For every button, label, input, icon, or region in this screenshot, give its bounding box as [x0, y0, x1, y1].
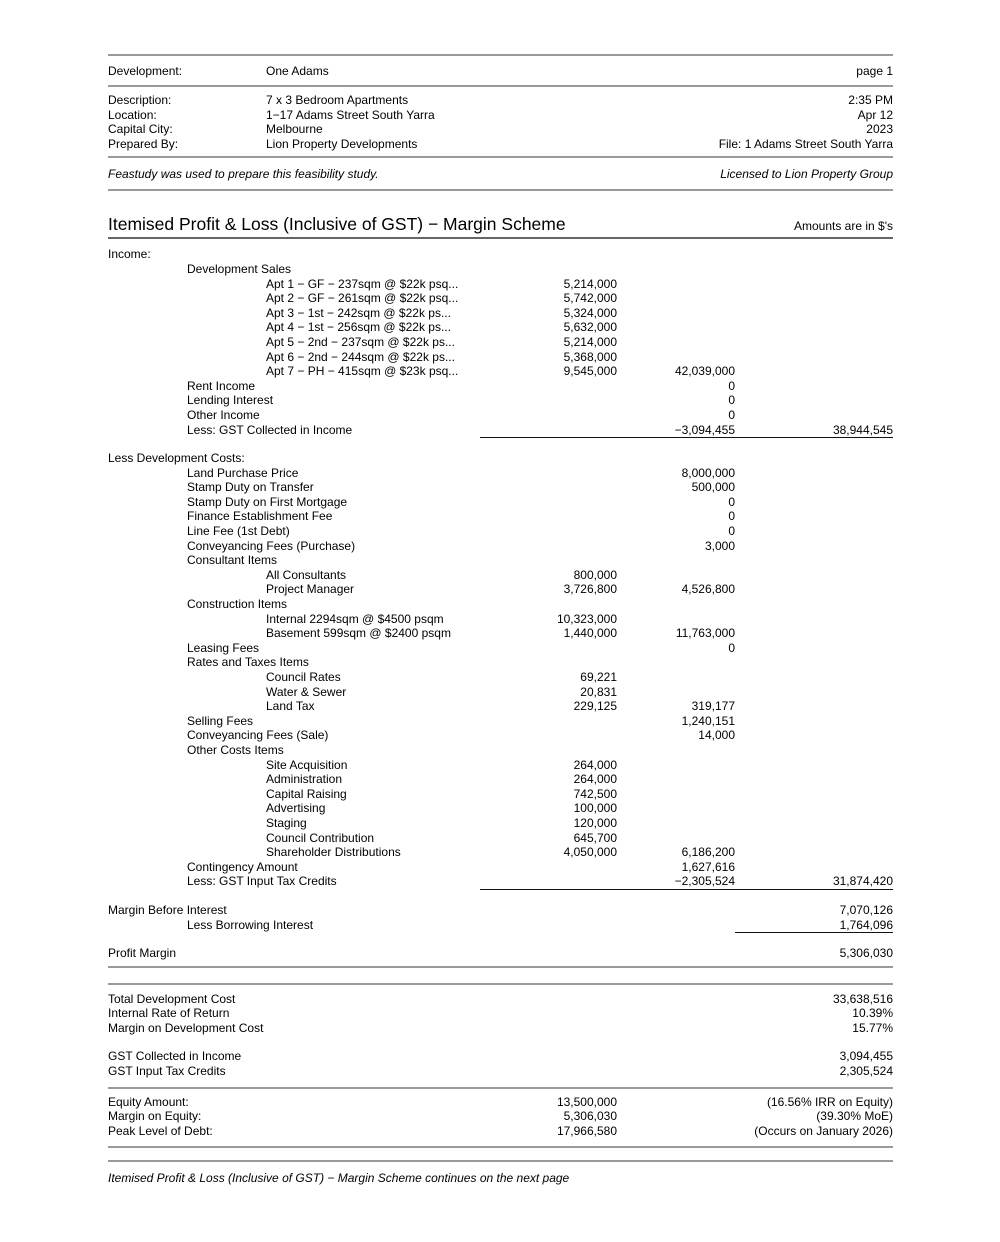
report-row: [108, 831, 893, 846]
row-value-c1: 264,000: [573, 772, 617, 787]
row-label: Margin Before Interest: [108, 902, 227, 917]
row-label: Basement 599sqm @ $2400 psqm: [266, 626, 451, 641]
row-label: Less: GST Collected in Income: [187, 422, 353, 437]
report-row: [108, 743, 893, 758]
row-label: Margin on Equity:: [108, 1109, 202, 1124]
info-value: 7 x 3 Bedroom Apartments: [266, 93, 409, 107]
report-row: [108, 946, 893, 961]
row-label: Less Development Costs:: [108, 451, 245, 466]
report-body: [108, 247, 893, 1163]
report-row: [108, 1124, 893, 1139]
row-value-c1: 17,966,580: [556, 1123, 617, 1138]
header-info-row: [108, 122, 893, 137]
row-label: Apt 6 − 2nd − 244sqm @ $22k ps...: [266, 349, 455, 364]
row-value-c1: 5,368,000: [563, 349, 617, 364]
report-row: [108, 597, 893, 612]
subtotal-underline: [480, 889, 893, 890]
row-value-c2: 0: [728, 524, 735, 539]
report-row: [108, 699, 893, 714]
row-value-c1: 13,500,000: [556, 1094, 617, 1109]
row-label: Less: GST Input Tax Credits: [187, 874, 337, 889]
row-value-c2: 42,039,000: [674, 364, 735, 379]
report-row: [108, 364, 893, 379]
info-label: Location:: [108, 107, 157, 122]
report-row: [108, 1064, 893, 1079]
row-label: All Consultants: [266, 567, 347, 582]
header-info-row: [108, 108, 893, 123]
row-value-c3: 3,094,455: [839, 1049, 893, 1064]
row-label: Stamp Duty on Transfer: [187, 480, 314, 495]
report-row: [108, 845, 893, 860]
row-label: Apt 1 − GF − 237sqm @ $22k psq...: [266, 276, 459, 291]
row-label: Profit Margin: [108, 946, 177, 961]
row-value-c2: −3,094,455: [674, 422, 735, 437]
row-value-c2: 1,627,616: [681, 859, 735, 874]
spacer: [108, 1148, 893, 1160]
row-value-c1: 3,726,800: [563, 582, 617, 597]
report-row: [108, 641, 893, 656]
row-label: Consultant Items: [187, 553, 278, 568]
row-value-c1: 1,440,000: [563, 626, 617, 641]
row-label: Leasing Fees: [187, 640, 260, 655]
row-label: GST Input Tax Credits: [108, 1064, 226, 1079]
row-value-c2: 0: [728, 378, 735, 393]
report-row: [108, 247, 893, 262]
report-row: [108, 320, 893, 335]
report-row: [108, 568, 893, 583]
row-label: Staging: [266, 815, 307, 830]
row-value-c3: 7,070,126: [839, 902, 893, 917]
feastudy-note: Feastudy was used to prepare this feasibility study.: [108, 167, 379, 182]
row-value-c1: 69,221: [580, 670, 617, 684]
spacer: [108, 1035, 893, 1049]
spacer: [108, 1079, 893, 1087]
report-row: [108, 495, 893, 510]
report-row: [108, 860, 893, 875]
row-label: Peak Level of Debt:: [108, 1123, 213, 1138]
report-content: [108, 0, 893, 1186]
row-value-c3: 31,874,420: [832, 874, 893, 889]
report-row: [108, 772, 893, 787]
report-row: [108, 408, 893, 423]
row-label: Water & Sewer: [266, 684, 347, 699]
row-label: Advertising: [266, 801, 326, 816]
row-label: Rent Income: [187, 378, 256, 393]
report-row: [108, 816, 893, 831]
row-value-c3: (39.30% MoE): [816, 1109, 893, 1124]
row-value-c2: 319,177: [691, 699, 735, 714]
row-value-c1: 229,125: [573, 699, 617, 714]
row-value-c1: 120,000: [573, 815, 617, 830]
row-label: Total Development Cost: [108, 991, 236, 1006]
page-number: page 1: [856, 64, 893, 78]
report-row: [108, 655, 893, 670]
report-row: [108, 787, 893, 802]
row-value-c2: 0: [728, 640, 735, 655]
row-label: Other Costs Items: [187, 742, 284, 757]
row-label: Conveyancing Fees (Sale): [187, 728, 329, 743]
row-value-c3: 2,305,524: [839, 1064, 893, 1079]
row-value-c1: 100,000: [573, 801, 617, 816]
spacer: [108, 437, 893, 451]
report-row: [108, 423, 893, 438]
report-row: [108, 335, 893, 350]
row-label: Internal Rate of Return: [108, 1006, 230, 1021]
report-row: [108, 874, 893, 889]
info-value: Melbourne: [266, 122, 323, 137]
spacer: [108, 932, 893, 946]
spacer: [108, 968, 893, 983]
row-value-c3: 38,944,545: [832, 422, 893, 437]
header-info-row: [108, 93, 893, 108]
row-value-c2: −2,305,524: [674, 874, 735, 889]
spacer: [108, 1138, 893, 1146]
row-value-c1: 264,000: [573, 757, 617, 772]
row-value-c1: 5,324,000: [563, 305, 617, 320]
license-note: Licensed to Lion Property Group: [720, 167, 893, 182]
row-label: Apt 7 − PH − 415sqm @ $23k psq...: [266, 364, 459, 379]
row-label: Apt 5 − 2nd − 237sqm @ $22k ps...: [266, 334, 455, 349]
development-label: Development:: [108, 64, 183, 78]
spacer: [108, 889, 893, 903]
report-row: [108, 903, 893, 918]
row-value-c2: 11,763,000: [675, 626, 735, 641]
row-value-c2: 0: [728, 494, 735, 509]
row-label: Project Manager: [266, 582, 355, 597]
info-value: 1−17 Adams Street South Yarra: [266, 107, 435, 122]
row-label: Margin on Development Cost: [108, 1020, 264, 1035]
row-label: Selling Fees: [187, 713, 254, 728]
info-right-value: 2023: [866, 122, 893, 137]
row-label: Site Acquisition: [266, 757, 348, 772]
row-value-c2: 4,526,800: [681, 582, 735, 597]
report-row: [108, 553, 893, 568]
row-label: Administration: [266, 772, 343, 787]
development-value: One Adams: [266, 64, 329, 78]
row-value-c1: 5,214,000: [563, 334, 617, 349]
report-row: [108, 1095, 893, 1110]
report-row: [108, 992, 893, 1007]
subtotal-underline: [480, 437, 893, 438]
row-label: Finance Establishment Fee: [187, 509, 333, 524]
row-value-c1: 5,214,000: [563, 276, 617, 291]
row-value-c2: 0: [728, 393, 735, 408]
row-label: Apt 4 − 1st − 256sqm @ $22k ps...: [266, 320, 451, 335]
row-label: Development Sales: [187, 261, 292, 276]
report-row: [108, 801, 893, 816]
report-row: [108, 480, 893, 495]
report-row: [108, 451, 893, 466]
row-label: Apt 3 − 1st − 242sqm @ $22k ps...: [266, 305, 451, 320]
report-row: [108, 685, 893, 700]
row-value-c3: (16.56% IRR on Equity): [766, 1094, 893, 1109]
row-label: Internal 2294sqm @ $4500 psqm: [266, 611, 444, 626]
report-row: [108, 539, 893, 554]
row-value-c1: 645,700: [573, 830, 617, 845]
divider: [108, 189, 893, 191]
branding-row: [108, 158, 893, 189]
report-row: [108, 1049, 893, 1064]
row-value-c1: 20,831: [580, 684, 617, 699]
report-row: [108, 262, 893, 277]
report-row: [108, 1021, 893, 1036]
row-value-c2: 14,000: [698, 728, 735, 743]
row-label: Capital Raising: [266, 786, 347, 801]
row-value-c1: 800,000: [573, 567, 617, 582]
row-value-c2: 3,000: [704, 538, 735, 553]
row-value-c3: 5,306,030: [839, 946, 893, 961]
report-row: [108, 291, 893, 306]
row-label: Equity Amount:: [108, 1094, 189, 1109]
row-label: Land Tax: [266, 699, 315, 714]
continuation-note: Itemised Profit & Loss (Inclusive of GST) − Margin Scheme continues on the next page: [108, 1171, 570, 1186]
row-value-c3: 10.39%: [852, 1006, 893, 1021]
row-value-c2: 6,186,200: [681, 845, 735, 860]
row-value-c2: 500,000: [691, 480, 735, 495]
report-row: [108, 626, 893, 641]
report-row: [108, 728, 893, 743]
info-right-value: 2:35 PM: [848, 93, 893, 107]
row-value-c1: 4,050,000: [563, 845, 617, 860]
row-label: Contingency Amount: [187, 859, 298, 874]
info-label: Description:: [108, 93, 172, 107]
row-label: Line Fee (1st Debt): [187, 524, 290, 539]
report-row: [108, 758, 893, 773]
row-label: Apt 2 − GF − 261sqm @ $22k psq...: [266, 291, 459, 306]
row-value-c1: 5,742,000: [563, 291, 617, 306]
report-row: [108, 524, 893, 539]
report-row: [108, 350, 893, 365]
subtotal-underline: [735, 932, 893, 933]
row-label: Land Purchase Price: [187, 465, 299, 480]
title-row: [108, 205, 893, 237]
row-value-c2: 0: [728, 407, 735, 422]
row-value-c1: 5,632,000: [563, 320, 617, 335]
report-row: [108, 277, 893, 292]
footer-row: [108, 1163, 893, 1186]
row-label: Council Rates: [266, 670, 341, 684]
info-right-value: Apr 12: [857, 107, 893, 122]
info-label: Prepared By:: [108, 136, 179, 151]
report-row: [108, 918, 893, 933]
report-row: [108, 509, 893, 524]
row-label: GST Collected in Income: [108, 1049, 242, 1064]
amounts-note: Amounts are in $'s: [793, 219, 893, 234]
row-value-c1: 5,306,030: [563, 1109, 617, 1124]
report-row: [108, 1006, 893, 1021]
row-label: Less Borrowing Interest: [187, 917, 314, 932]
report-row: [108, 612, 893, 627]
spacer: [108, 239, 893, 247]
row-label: Other Income: [187, 407, 260, 422]
row-label: Conveyancing Fees (Purchase): [187, 538, 356, 553]
report-row: [108, 714, 893, 729]
row-label: Council Contribution: [266, 830, 375, 845]
header-info-block: [108, 87, 893, 156]
info-value: Lion Property Developments: [266, 136, 418, 151]
report-row: [108, 582, 893, 597]
row-value-c2: 0: [728, 509, 735, 524]
report-row: [108, 393, 893, 408]
row-value-c1: 742,500: [573, 786, 617, 801]
row-label: Income:: [108, 247, 151, 262]
report-row: [108, 1109, 893, 1124]
row-label: Construction Items: [187, 597, 288, 612]
report-row: [108, 379, 893, 394]
report-row: [108, 466, 893, 481]
spacer: [108, 985, 893, 992]
report-row: [108, 670, 893, 685]
row-value-c3: 15.77%: [852, 1020, 893, 1035]
row-label: Rates and Taxes Items: [187, 655, 309, 670]
row-label: Stamp Duty on First Mortgage: [187, 494, 348, 509]
row-value-c3: 33,638,516: [832, 991, 893, 1006]
report-title: Itemised Profit & Loss (Inclusive of GST) − Margin Scheme: [108, 214, 566, 235]
top-margin: [108, 0, 893, 54]
development-header-row: [108, 56, 893, 85]
row-value-c3: 1,764,096: [839, 917, 893, 932]
report-row: [108, 306, 893, 321]
row-value-c2: 1,240,151: [681, 713, 735, 728]
row-value-c2: 8,000,000: [681, 465, 735, 480]
row-value-c1: 10,323,000: [556, 611, 617, 626]
row-value-c3: (Occurs on January 2026): [754, 1123, 893, 1138]
row-value-c1: 9,545,000: [563, 364, 617, 379]
info-label: Capital City:: [108, 122, 173, 137]
info-right-value: File: 1 Adams Street South Yarra: [718, 136, 893, 151]
header-info-row: [108, 137, 893, 152]
row-label: Lending Interest: [187, 393, 274, 408]
row-label: Shareholder Distributions: [266, 845, 401, 860]
